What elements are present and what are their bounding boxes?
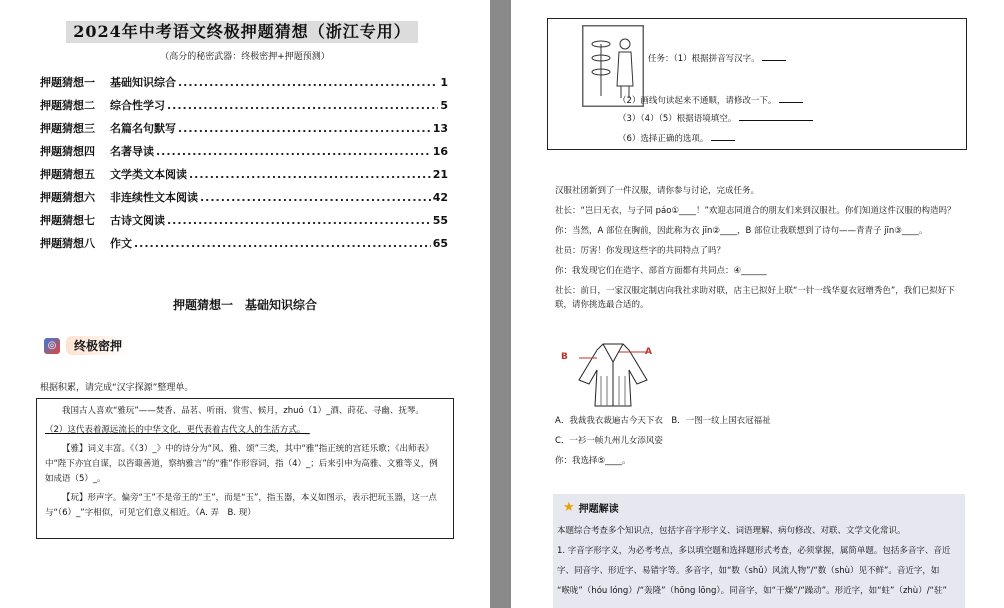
right-page bbox=[511, 0, 1004, 608]
toc-page: 42 bbox=[432, 191, 448, 204]
answer-option: C．一衫一帧九州儿女添风姿 bbox=[555, 436, 663, 446]
analysis-title: 押题解读 bbox=[578, 504, 619, 515]
left-page bbox=[0, 0, 490, 608]
toc-leader bbox=[134, 237, 431, 250]
analysis-box bbox=[553, 494, 965, 608]
task-line: （6）选择正确的选项。 bbox=[618, 131, 735, 144]
toc-entry[interactable] bbox=[40, 189, 448, 212]
toc-page: 13 bbox=[432, 122, 448, 135]
toc-num: 押题猜想八 bbox=[40, 237, 95, 250]
toc-num: 押题猜想五 bbox=[40, 168, 95, 181]
toc-leader bbox=[178, 76, 438, 89]
toc-num: 押题猜想一 bbox=[40, 76, 95, 89]
document-subtitle: （高分的秘密武器：终极密押+押题预测） bbox=[160, 52, 330, 62]
toc-page: 55 bbox=[432, 214, 448, 227]
analysis-text: “喉咙”（hóu lóng）/“轰隆”（hōng lōng）。同音字，如“干燥”/“躁动”。形近字，如“蛀”（zhù）/“驻” bbox=[557, 586, 947, 596]
question-box bbox=[36, 398, 454, 539]
task-box bbox=[547, 18, 967, 150]
toc-title: 基础知识综合 bbox=[110, 76, 176, 89]
badge-label: 终极密押 bbox=[66, 336, 130, 355]
toc-page: 21 bbox=[432, 168, 448, 181]
toc-page: 16 bbox=[432, 145, 448, 158]
dialogue-line: 你：我发现它们在造字、部首方面都有共同点：④______ bbox=[555, 266, 767, 276]
toc-title: 古诗文阅读 bbox=[110, 214, 165, 227]
toc-title: 文学类文本阅读 bbox=[110, 168, 187, 181]
label-b: B bbox=[561, 352, 568, 362]
question-paragraph: 我国古人喜欢“雅玩”——焚香、品茗、听雨、赏雪、候月，zhuó（1）_酒、莳花、寻幽、抚琴。 bbox=[62, 406, 424, 416]
toc-entry[interactable] bbox=[40, 97, 448, 120]
toc-entry[interactable] bbox=[40, 235, 448, 258]
toc-num: 押题猜想三 bbox=[40, 122, 95, 135]
toc-title: 名著导读 bbox=[110, 145, 154, 158]
toc-title: 综合性学习 bbox=[110, 99, 165, 112]
answer-option: A．我裁我衣裁遍古今天下衣 B．一图一纹上国衣冠福祉 bbox=[555, 416, 771, 426]
analysis-text: 1. 字音字形字义，为必考考点，多以填空题和选择题形式考查，必须掌握，属简单题。包括多音字、音近 bbox=[557, 546, 951, 556]
star-icon: ★ bbox=[563, 500, 575, 515]
dialogue-line: 汉服社团新到了一件汉服，请你参与讨论，完成任务。 bbox=[555, 186, 760, 196]
analysis-text: 字、同音字、形近字、易错字等。多音字，如“数（shǔ）风流人物”/“数（shù）见不鲜”。音近字，如 bbox=[557, 566, 940, 576]
toc-leader bbox=[200, 191, 431, 204]
document-title: 2024年中考语文终极押题猜想（浙江专用） bbox=[73, 22, 411, 41]
toc-title: 名篇名句默写 bbox=[110, 122, 176, 135]
analysis-text: 本题综合考查多个知识点，包括字音字形字义、词语理解、病句修改、对联、文学文化常识。 bbox=[557, 526, 906, 536]
underlined-sentence: （2）这代表着源远流长的中华文化，更代表着古代文人的生活方式。_ bbox=[45, 425, 310, 435]
section-badge bbox=[44, 336, 130, 355]
dialogue-line: 你：当然，A 部位在胸前，因此称为衣 jīn②____，B 部位让我联想到了诗句——青青子 jīn③____。 bbox=[555, 226, 928, 236]
toc-num: 押题猜想七 bbox=[40, 214, 95, 227]
table-of-contents bbox=[40, 74, 448, 258]
task-line: （3）（4）（5）根据语境填空。 bbox=[618, 111, 813, 124]
toc-num: 押题猜想四 bbox=[40, 145, 95, 158]
toc-leader bbox=[156, 145, 431, 158]
analysis-header bbox=[563, 500, 619, 515]
target-icon: ◎ bbox=[44, 338, 60, 354]
toc-leader bbox=[178, 122, 431, 135]
toc-entry[interactable] bbox=[40, 212, 448, 235]
task-line: 任务：（1）根据拼音写汉字。 bbox=[648, 51, 786, 64]
toc-entry[interactable] bbox=[40, 143, 448, 166]
toc-leader bbox=[167, 214, 431, 227]
dialogue-line: 社长：“岂曰无衣，与子同 páo①____！”欢迎志同道合的朋友们来到汉服社。你们知道这件汉服的构造吗？ bbox=[555, 206, 956, 216]
dialogue-line: 你：我选择⑤____。 bbox=[555, 456, 631, 466]
toc-leader bbox=[189, 168, 431, 181]
label-a: A bbox=[645, 347, 652, 357]
toc-num: 押题猜想二 bbox=[40, 99, 95, 112]
toc-title: 非连续性文本阅读 bbox=[110, 191, 198, 204]
dialogue-line: 社员：厉害！你发现这些字的共同特点了吗？ bbox=[555, 246, 726, 256]
toc-entry[interactable] bbox=[40, 74, 448, 97]
toc-num: 押题猜想六 bbox=[40, 191, 95, 204]
question-paragraph: 【玩】形声字。偏旁“王”不是帝王的“王”，而是“玉”，指玉器，本义如图示，表示把玩玉器，这一点与“（6）_”字相似，可见它们意义相近。（A. 弄 B. 现） bbox=[45, 493, 437, 518]
question-paragraph: 【雅】词义丰富。《（3）_》中的诗分为“风、雅、颂”三类，其中“雅”指正统的宫廷乐歌；《出师表》中“陛下亦宜自谋，以咨诹善道，察纳雅言”的“雅”作形容词，指（4）_；后来引申为高雅、文雅等义，例如成语（5）_。 bbox=[45, 444, 438, 484]
toc-title: 作文 bbox=[110, 237, 132, 250]
toc-leader bbox=[167, 99, 438, 112]
toc-entry[interactable] bbox=[40, 166, 448, 189]
dialogue-line: 社长：前日，一家汉服定制店向我社求助对联，店主已拟好上联“一针一线华夏衣冠增秀色”，我们已拟好下联，请你挑选最合适的。 bbox=[555, 286, 955, 310]
toc-page: 65 bbox=[432, 237, 448, 250]
question-intro: 根据积累，请完成“汉字探源”整理单。 bbox=[40, 383, 194, 393]
task-line: （2）画线句读起来不通顺，请修改一下。 bbox=[618, 93, 803, 106]
toc-page: 1 bbox=[440, 76, 448, 89]
toc-page: 5 bbox=[440, 99, 448, 112]
toc-entry[interactable] bbox=[40, 120, 448, 143]
section-heading: 押题猜想一 基础知识综合 bbox=[172, 298, 317, 312]
